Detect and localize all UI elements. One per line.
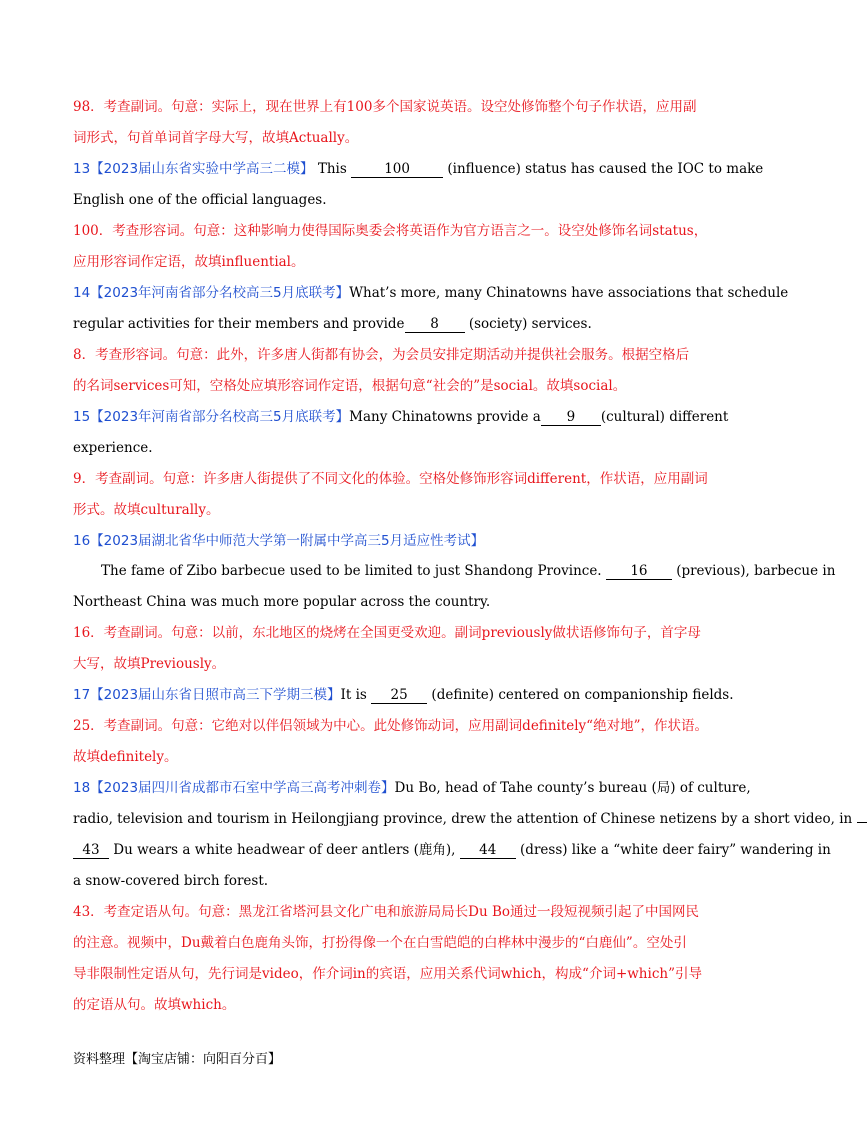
question-15-line2: experience. (73, 440, 153, 456)
answer-blank: 25 (371, 687, 427, 704)
question-text: Du Bo, head of Tahe county’s bureau (局) of culture, (394, 780, 751, 796)
question-text: It is (340, 687, 372, 703)
answer-blank-lead (857, 822, 867, 823)
question-text: The fame of Zibo barbecue used to be limited to just Shandong Province. (101, 563, 606, 579)
answer-blank: 8 (405, 316, 465, 333)
question-17-line1 (73, 685, 734, 705)
source-tag: 14【2023年河南省部分名校高三5月底联考】 (73, 285, 350, 301)
answer-9-line2: 形式。故填culturally。 (73, 502, 220, 518)
answer-43-line2: 的注意。视频中，Du戴着白色鹿角头饰，打扮得像一个在白雪皑皑的白桦林中漫步的“白鹿仙”。空处引 (73, 935, 687, 951)
answer-100-line1: 100．考查形容词。句意：这种影响力使得国际奥委会将英语作为官方语言之一。设空处修饰名词status， (73, 223, 708, 239)
source-tag: 17【2023届山东省日照市高三下学期三模】 (73, 687, 341, 703)
answer-43-line3: 导非限制性定语从句，先行词是video，作介词in的宾语，应用关系代词which，构成“介词+which”引导 (73, 966, 702, 982)
question-14-line2 (73, 314, 730, 334)
answer-100-line2: 应用形容词作定语，故填influential。 (73, 254, 305, 270)
question-text: (definite) centered on companionship fields. (427, 687, 734, 703)
question-text: radio, television and tourism in Heilongjiang province, drew the attention of Chinese netizens by a short video, in (73, 811, 853, 827)
question-16-line2: Northeast China was much more popular across the country. (73, 594, 491, 610)
question-text: (previous), barbecue in (671, 563, 836, 579)
answer-43-line1: 43．考查定语从句。句意：黑龙江省塔河县文化广电和旅游局局长Du Bo通过一段短视频引起了中国网民 (73, 904, 700, 920)
answer-8-line2: 的名词services可知，空格处应填形容词作定语，根据句意“社会的”是social。故填social。 (73, 378, 627, 394)
question-text: regular activities for their members and provide (73, 316, 405, 332)
source-tag: 15【2023年河南省部分名校高三5月底联考】 (73, 409, 350, 425)
question-text: Many Chinatowns provide a (349, 409, 541, 425)
question-16-line1 (101, 561, 836, 581)
answer-blank: 9 (541, 409, 601, 426)
question-text: (cultural) different (600, 409, 729, 425)
source-tag: 18【2023届四川省成都市石室中学高三高考冲刺卷】 (73, 780, 395, 796)
answer-98-line1: 98．考查副词。句意：实际上，现在世界上有100多个国家说英语。设空处修饰整个句子作状语，应用副 (73, 99, 697, 115)
question-text: (influence) status has caused the IOC to make (443, 161, 764, 177)
question-text: What’s more, many Chinatowns have associations that schedule (349, 285, 789, 301)
source-tag: 13【2023届山东省实验中学高三二模】 (73, 161, 314, 177)
answer-blank: 43 (73, 842, 109, 859)
question-18-line2 (73, 809, 853, 829)
page-footer: 资料整理【淘宝店铺：向阳百分百】 (73, 1052, 282, 1067)
answer-blank: 16 (606, 563, 672, 580)
answer-8-line1: 8．考查形容词。句意：此外，许多唐人街都有协会，为会员安排定期活动并提供社会服务。根据空格后 (73, 347, 690, 363)
answer-16-line2: 大写，故填Previously。 (73, 656, 226, 672)
question-18-line4: a snow-covered birch forest. (73, 873, 269, 889)
answer-blank: 44 (460, 842, 516, 859)
question-18-line1 (73, 778, 751, 798)
answer-25-line2: 故填definitely。 (73, 749, 178, 765)
answer-16-line1: 16．考查副词。句意：以前，东北地区的烧烤在全国更受欢迎。副词previously做状语修饰句子，首字母 (73, 625, 701, 641)
question-13-line2: English one of the official languages. (73, 192, 327, 208)
question-13-line1 (73, 159, 764, 179)
question-text: Du wears a white headwear of deer antlers (鹿角), (109, 842, 460, 858)
question-15-line1 (73, 407, 730, 427)
answer-43-line4: 的定语从句。故填which。 (73, 997, 236, 1013)
question-text: (dress) like a “white deer fairy” wandering in (515, 842, 831, 858)
question-16-source: 16【2023届湖北省华中师范大学第一附属中学高三5月适应性考试】 (73, 533, 485, 549)
question-18-line3 (73, 840, 831, 860)
answer-blank: 100 (351, 161, 443, 178)
question-text: This (313, 161, 352, 177)
answer-9-line1: 9．考查副词。句意：许多唐人街提供了不同文化的体验。空格处修饰形容词different，作状语，应用副词 (73, 471, 708, 487)
answer-25-line1: 25．考查副词。句意：它绝对以伴侣领域为中心。此处修饰动词，应用副词definitely“绝对地”，作状语。 (73, 718, 708, 734)
answer-98-line2: 词形式，句首单词首字母大写，故填Actually。 (73, 130, 359, 146)
question-14-line1 (73, 283, 789, 303)
question-text: (society) services. (464, 316, 592, 332)
